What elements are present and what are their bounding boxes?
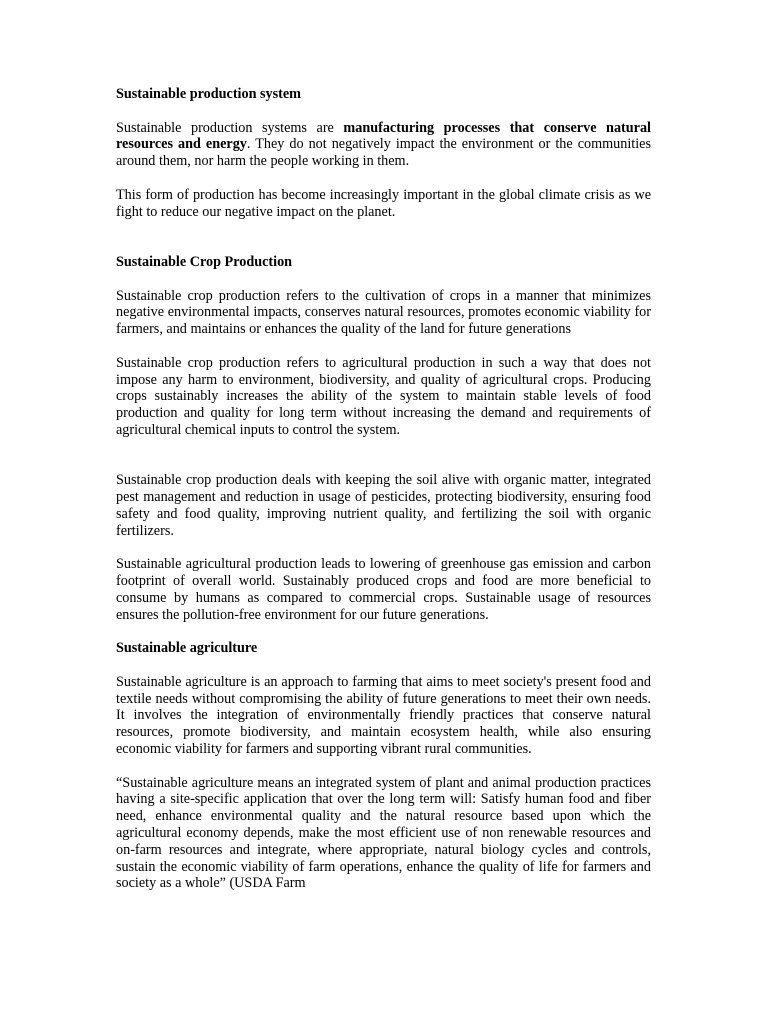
paragraph-soil-alive: Sustainable crop production deals with keeping the soil alive with organic matter, integrated pest management and reduction in usage of pesticides, protecting biodiversity, ensuring food safety and food quality, improving nutrient quality, and fertilizing the soil with organic fertilizers. bbox=[116, 472, 651, 539]
document-page bbox=[116, 86, 651, 892]
heading-sustainable-crop-production: Sustainable Crop Production bbox=[116, 253, 293, 270]
paragraph-usda-quote: “Sustainable agriculture means an integrated system of plant and animal production practices having a site-specific application that over the long term will: Satisfy human food and fiber need, enhance environmental quality and the natural resource based upon which the agricultural economy depends, make the most efficient use of non renewable resources and on-farm resources and integrate, where appropriate, natural biology cycles and controls, sustain the economic viability of farm operations, enhance the quality of life for farmers and society as a whole” (USDA Farm bbox=[116, 774, 651, 892]
paragraph-crop-no-harm: Sustainable crop production refers to agricultural production in such a way that does not impose any harm to environment, biodiversity, and quality of agricultural crops. Producing crops sustainably increases the ability of the system to maintain stable levels of food production and quality for long term without increasing the demand and requirements of agricultural chemical inputs to control the system. bbox=[116, 354, 651, 438]
heading-sustainable-production-system: Sustainable production system bbox=[116, 86, 301, 102]
paragraph-crop-cultivation: Sustainable crop production refers to the cultivation of crops in a manner that minimizes negative environmental impacts, conserves natural resources, promotes economic viability for farmers, and maintains or enhances the quality of the land for future generations bbox=[116, 287, 651, 338]
paragraph-text: Sustainable production systems are bbox=[116, 119, 344, 136]
paragraph-production-definition bbox=[116, 120, 651, 170]
paragraph-greenhouse-gas: Sustainable agricultural production leads to lowering of greenhouse gas emission and carbon footprint of overall world. Sustainably produced crops and food are more beneficial to consume by humans as compared to commercial crops. Sustainable usage of resources ensures the pollution-free environment for our future generations. bbox=[116, 556, 651, 623]
heading-sustainable-agriculture: Sustainable agriculture bbox=[116, 640, 258, 657]
paragraph-agriculture-approach: Sustainable agriculture is an approach to farming that aims to meet society's present food and textile needs without compromising the ability of future generations to meet their own needs. It involves the integration of environmentally friendly practices that conserve natural resources, promote biodiversity, and maintain ecosystem health, while also ensuring economic viability for farmers and supporting vibrant rural communities. bbox=[116, 673, 651, 758]
paragraph-text: . They do not negatively impact the environment or the communities around them, nor harm the people working in them. bbox=[116, 136, 651, 170]
paragraph-climate-crisis: This form of production has become increasingly important in the global climate crisis as we fight to reduce our negative impact on the planet. bbox=[116, 186, 651, 220]
bold-phrase: manufacturing processes that conserve natural resources and energy bbox=[116, 119, 651, 153]
